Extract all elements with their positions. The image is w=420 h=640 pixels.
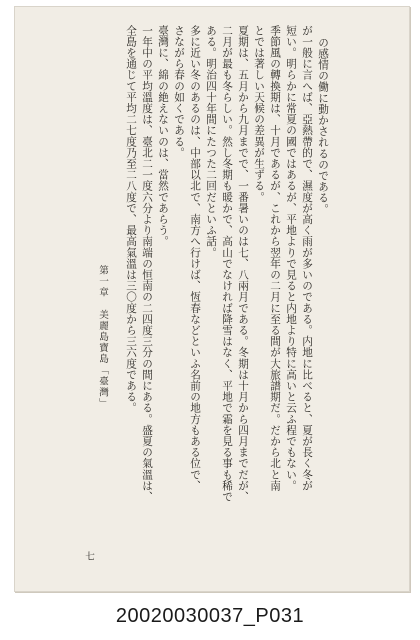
text-line: 多に近い冬のあるのは、中部以北で、南方へ行けば、恆春などといふ名前の地方もある位で、: [189, 25, 201, 492]
book-page: [14, 6, 410, 592]
text-line: さながら春の如くである。: [173, 25, 185, 159]
text-line: 季節風の轉換期は、十月であるが、これから翌年の二月に至る間が大旅譜期だ。だから北と南: [269, 25, 281, 492]
scan-id-caption: 20020030037_P031: [115, 605, 305, 627]
text-line: 夏期は、五月から九月までで、一番暑いのは七、八兩月である。冬期は十月から四月までだが、: [237, 25, 249, 503]
text-line: が一般に言へば、亞熱帶的で、濕度が高く雨が多いのである。内地に比べると、夏が長く冬が: [301, 25, 313, 492]
text-line: 二月が最も冬らしい。然し冬期も暖かで、高山でなければ降雪はなく、平地で霜を見る事も稀で: [221, 25, 233, 503]
text-line: の感情の働に動かされるのである。: [317, 37, 329, 215]
chapter-header: 第一章 美麗島寶島「臺灣」: [97, 265, 108, 410]
text-line: 臺灣に、綿の絶えないのは、當然であらう。: [157, 25, 169, 247]
text-line: ある。明治四十年間にたつた二回だといふ話。: [205, 25, 217, 259]
text-line: 一年中の平均溫度は、臺北二一度六分より南端の恒南の二四度三分の間にある。盛夏の氣溫は、: [141, 25, 153, 503]
text-line: とでは著しい天候の差異が生ずる。: [253, 25, 265, 203]
page-number: 七: [83, 551, 94, 562]
text-line: 短い。明らかに常夏の國ではあるが、平地よりで見ると内地より特に高いと云ふ程でもない。: [285, 25, 297, 492]
text-line: 全島を通じて平均二七度乃至二八度で、最高氣溫は三〇度から三六度である。: [125, 25, 137, 414]
